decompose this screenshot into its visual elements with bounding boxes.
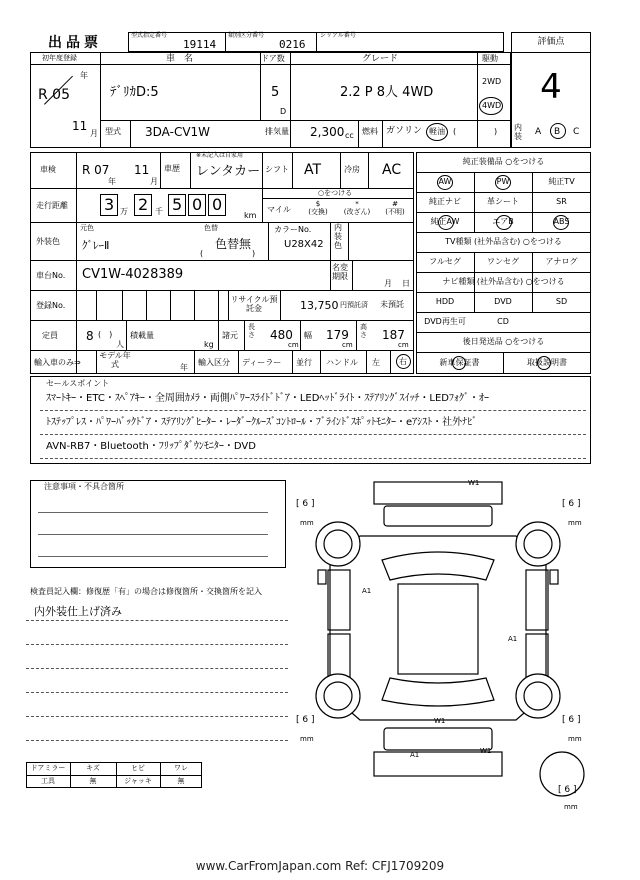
hood-front	[384, 506, 492, 526]
inspection-label: 車検	[40, 165, 56, 174]
tv-analog: アナログ	[545, 257, 578, 266]
odo-option-unknown: # (不明)	[385, 200, 405, 217]
left-mirror	[318, 570, 326, 584]
sales-points-line2: ﾄｽﾃｯﾌﾟﾚｽ・ﾊﾟﾜｰﾊﾞｯｸﾄﾞｱ・ｽﾃｱﾘﾝｸﾞﾋｰﾀｰ・ﾚｰﾀﾞｰｸﾙｰｽﾞｺﾝﾄﾛｰﾙ・ﾌﾞﾗｲﾝﾄﾞｽﾎﾟｯﾄﾓﾆﾀｰ・eｱｼｽﾄ・社外ﾅﾋﾞ	[46, 417, 478, 428]
mileage-digit-4: 0	[192, 195, 203, 214]
inspector-note: 内外装仕上げ済み	[34, 605, 122, 618]
acc-tools-value: 無	[89, 777, 97, 785]
mileage-digit-1: 3	[104, 195, 115, 214]
score-label: 評価点	[537, 37, 565, 47]
body-outline	[330, 536, 546, 720]
drive-4wd: 4WD	[482, 101, 502, 110]
score-value: 4	[540, 67, 562, 107]
right-mirror	[550, 570, 558, 584]
name-change-month-unit: 月	[384, 279, 392, 288]
height-value: 187	[382, 328, 405, 342]
type-label: 型式	[105, 127, 121, 136]
odo-option-tampered: * (改ざん)	[343, 200, 371, 217]
displacement-label: 排気量	[265, 127, 289, 136]
handle-left: 左	[372, 358, 380, 367]
mark-left-door: A1	[362, 587, 372, 595]
car-damage-diagram	[290, 474, 600, 814]
model-year-unit: 年	[180, 363, 188, 372]
equip-leather: 革シート	[487, 197, 519, 206]
mileage-unit-sen: 千	[155, 207, 163, 216]
inspection-month-unit: 月	[150, 177, 158, 186]
tv-title: TV種類 (社外品含む) ○をつける	[445, 237, 562, 246]
month-unit: 月	[90, 129, 98, 138]
width-unit: cm	[342, 341, 353, 349]
reg-label: 登録No.	[36, 301, 66, 310]
acc-header-scratch: キズ	[86, 764, 100, 772]
interior-color-label: 内装色	[334, 223, 342, 250]
mark-rear-bumper-a: A1	[410, 751, 420, 759]
grade-label: グレード	[362, 54, 399, 64]
usage-label: 車歴	[164, 164, 180, 173]
inspector-label: 検査員記入欄：修復歴「有」の場合は修復箇所・交換箇所を記入	[30, 587, 262, 596]
equip-aw: AW	[438, 177, 452, 186]
shift-value: AT	[304, 162, 322, 178]
length-value: 480	[270, 328, 293, 342]
usage-value: レンタカー	[196, 164, 261, 179]
caution-label: 注意事項・不具合箇所	[44, 482, 124, 491]
model-designation-label: 型式指定番号	[131, 32, 168, 39]
equip-abs: ABS	[553, 217, 570, 226]
fuel-option: 軽油	[429, 127, 445, 136]
mileage-label: 走行距離	[36, 201, 68, 210]
exterior-value: ｸﾞﾚｰⅡ	[82, 239, 110, 252]
fuel-label: 燃料	[362, 127, 378, 136]
windshield	[382, 552, 494, 580]
roof	[398, 584, 478, 674]
tire-spare-unit: mm	[564, 803, 578, 811]
acc-jack-label: ジャッキ	[124, 777, 152, 785]
tv-fullseg: フルセグ	[429, 257, 461, 266]
tire-rl-depth: [ 6 ]	[296, 715, 315, 725]
width-label: 幅	[304, 331, 312, 340]
sales-points-line3: AVN-RB7・Bluetooth・ﾌﾘｯﾌﾟﾀﾞｳﾝﾓﾆﾀｰ・DVD	[46, 441, 256, 452]
tire-fr-unit: mm	[568, 519, 582, 527]
equip-sr: SR	[556, 197, 567, 206]
odo-option-replaced: $ (交換)	[308, 200, 328, 217]
car-name-label: 車 名	[166, 54, 194, 64]
import-label: 輸入車のみ⇒	[34, 358, 81, 367]
color-no-value: U28X42	[284, 239, 324, 250]
drive-label: 駆動	[482, 54, 498, 63]
docs-manual: 取扱説明書	[527, 358, 567, 367]
drive-2wd: 2WD	[482, 77, 502, 86]
tire-fl-depth: [ 6 ]	[296, 499, 315, 509]
genuine-title: 純正装備品 ○をつける	[462, 157, 545, 166]
rear-gate	[384, 728, 492, 750]
color-no-label: カラーNo.	[274, 225, 312, 234]
tv-oneseg: ワンセグ	[487, 257, 519, 266]
year-unit: 年	[80, 71, 88, 80]
left-front-door	[328, 570, 350, 630]
type-value: 3DA-CV1W	[145, 125, 211, 139]
dealer-label: ディーラー	[242, 358, 282, 367]
footer-watermark: www.CarFromJapan.com Ref: CFJ1709209	[195, 859, 445, 873]
length-unit: cm	[288, 341, 299, 349]
sales-points-label: セールスポイント	[46, 379, 110, 388]
doors-label: ドア数	[261, 54, 285, 63]
interior-grade-c: C	[573, 127, 580, 137]
load-label: 積載量	[130, 331, 154, 340]
displacement-value: 2,300	[310, 125, 345, 139]
color-label: 色替	[204, 224, 218, 232]
first-reg-year: R 05	[38, 87, 70, 103]
navi-hdd: HDD	[435, 297, 455, 306]
mileage-unit-man: 万	[120, 207, 128, 216]
category-label: 類別区分番号	[228, 32, 265, 39]
mark-front-bumper: W1	[468, 479, 480, 487]
front-bumper	[374, 479, 502, 504]
displacement-unit: cc	[345, 131, 354, 140]
repaint-paren-close: )	[252, 249, 256, 258]
interior-grade-b: B	[554, 127, 561, 137]
capacity-paren: ( )	[98, 330, 113, 339]
capacity-unit: 人	[116, 340, 124, 349]
car-name-value: ﾃﾞﾘｶD:5	[110, 85, 159, 100]
tire-rr-unit: mm	[568, 735, 582, 743]
mileage-digit-2: 2	[138, 195, 149, 214]
chassis-value: CV1W-4028389	[82, 267, 184, 282]
shift-label: シフト	[265, 165, 289, 174]
first-reg-month: 11	[72, 119, 88, 133]
equip-pw: PW	[496, 177, 510, 186]
acc-header-break: ワレ	[174, 764, 188, 772]
navi-sd: SD	[555, 297, 568, 306]
navi-cd: CD	[497, 317, 509, 326]
doors-value: 5	[271, 85, 280, 100]
model-year-label: モデル年式	[99, 351, 131, 369]
handle-right: 右	[399, 357, 407, 366]
sheet-title: 出品票	[48, 35, 102, 51]
grade-value: 2.2 P 8人 4WD	[340, 85, 434, 100]
ac-label: 冷房	[344, 165, 360, 174]
mark-right-rear: A1	[508, 635, 518, 643]
serial-label: シリアル番号	[320, 32, 356, 39]
inspection-month: 11	[134, 163, 150, 177]
ac-value: AC	[382, 162, 402, 178]
parallel-label: 並行	[296, 358, 312, 367]
repaint-paren-open: (	[200, 249, 204, 258]
equip-genuine-aw: 純正AW	[430, 217, 460, 226]
fuel-value: ガソリン	[386, 126, 423, 136]
fuel-paren-close: )	[494, 127, 498, 136]
interior-label: 内装	[514, 123, 522, 141]
equip-airbag: エアB	[492, 217, 514, 226]
repaint-value: 色替無	[215, 237, 252, 251]
category-value: 0216	[279, 38, 306, 51]
mileage-digit-3: 5	[172, 195, 183, 214]
capacity-label: 定員	[42, 331, 58, 340]
orig-color-label: 元色	[80, 224, 94, 232]
acc-header-crack: ヒビ	[131, 764, 145, 772]
recycle-unit: 円預託済	[340, 301, 368, 309]
chassis-label: 車台No.	[36, 271, 66, 280]
tire-rl-unit: mm	[300, 735, 314, 743]
mileage-unit: km	[244, 211, 257, 220]
tire-spare-depth: [ 6 ]	[558, 785, 577, 795]
name-change-day-unit: 日	[402, 279, 410, 288]
width-value: 179	[326, 328, 349, 342]
right-front-door	[526, 570, 548, 630]
equip-navi: 純正ナビ	[429, 197, 461, 206]
height-unit: cm	[398, 341, 409, 349]
mileage-digit-5: 0	[212, 195, 223, 214]
interior-grade-a: A	[535, 127, 542, 137]
length-label: 長さ	[248, 323, 255, 339]
doors-suffix: D	[280, 107, 287, 116]
first-reg-label: 初年度登録	[42, 54, 77, 62]
height-label: 高さ	[360, 323, 367, 339]
inspection-year: R 07	[82, 163, 110, 177]
rear-window	[382, 678, 494, 706]
sales-points-line1: ｽﾏｰﾄｷｰ・ETC・ｽﾍﾟｱｷｰ・全周囲ｶﾒﾗ・両側ﾊﾟﾜｰｽﾗｲﾄﾞﾄﾞｱ・LEDﾍｯﾄﾞﾗｲﾄ・ｽﾃｱﾘﾝｸﾞｽｲｯﾁ・LEDﾌｫｸﾞ・ｵｰ	[46, 393, 490, 404]
model-designation-value: 19114	[183, 38, 217, 51]
recycle-label: リサイクル預託金	[230, 295, 278, 314]
load-unit: kg	[204, 340, 214, 349]
acc-tools-label: 工具	[41, 777, 55, 785]
mark-rear-bumper-w: W1	[480, 747, 492, 755]
tire-fl-unit: mm	[300, 519, 314, 527]
docs-warranty: 新車保証書	[439, 358, 480, 367]
capacity-value: 8	[86, 329, 94, 343]
fuel-paren: (	[453, 127, 457, 136]
mark-rear-gate: W1	[434, 717, 446, 725]
handle-label: ハンドル	[326, 358, 358, 367]
navi-dvd: DVD	[494, 297, 512, 306]
usage-note: ※未記入は自家用	[196, 152, 244, 159]
exterior-label: 外装色	[36, 237, 60, 246]
caution-box	[30, 480, 286, 568]
recycle-status: 未預託	[380, 300, 404, 309]
odo-option-mile: マイル	[267, 205, 291, 214]
navi-dvd-play: DVD再生可	[424, 317, 466, 326]
docs-title: 後日発送品 ○をつける	[462, 337, 545, 346]
inspection-year-unit: 年	[108, 177, 116, 186]
recycle-value: 13,750	[300, 299, 339, 312]
name-change-label: 名変期限	[332, 263, 348, 281]
acc-header-mirror: ドアミラー	[30, 764, 66, 772]
dimensions-label: 諸元	[222, 331, 238, 340]
odo-check-note: ○をつける	[318, 189, 353, 197]
equip-tv: 純正TV	[548, 177, 575, 186]
acc-jack-value: 無	[177, 777, 185, 785]
import-class-label: 輸入区分	[198, 358, 230, 367]
tire-fr-depth: [ 6 ]	[562, 499, 581, 509]
tire-rr-depth: [ 6 ]	[562, 715, 581, 725]
navi-title: ナビ種類 (社外品含む) ○をつける	[442, 277, 565, 286]
rear-bumper	[374, 752, 502, 776]
